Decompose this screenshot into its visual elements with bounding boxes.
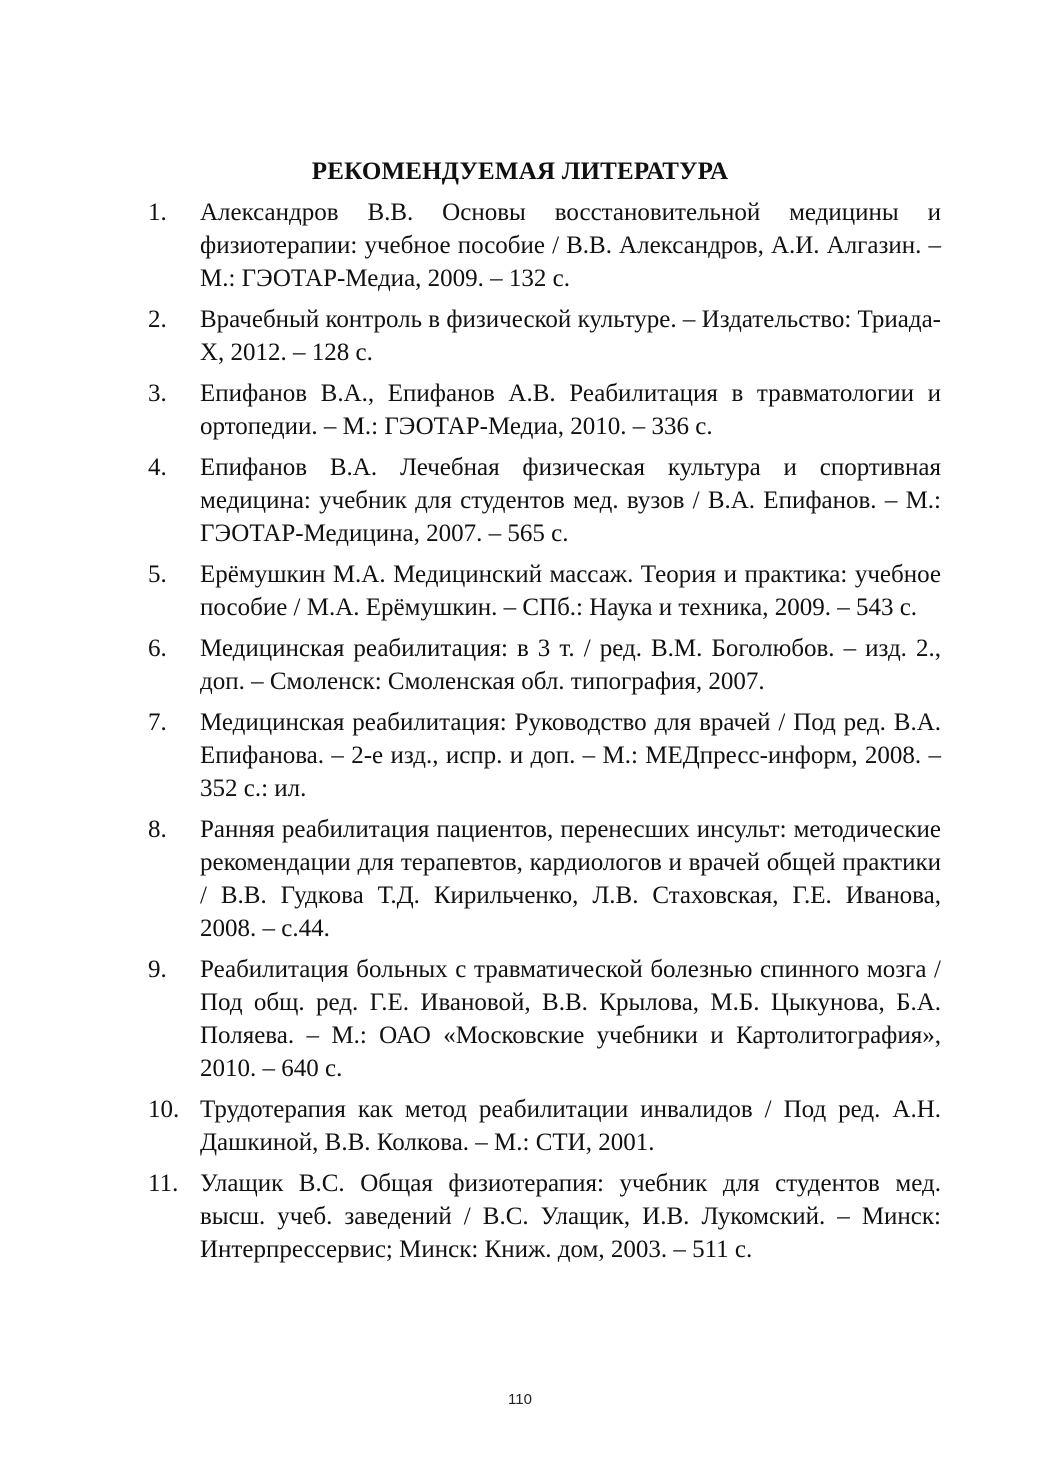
reference-list <box>0 196 1040 1274</box>
reference-number: 8. <box>148 816 167 843</box>
reference-item-4 <box>0 451 1040 550</box>
reference-text: Реабилитация больных с травматической болезнью спинного мозга / Под общ. ред. Г.Е. Ивановой, В.В. Крылова, М.Б. Цыкунова, Б.А. Поляева. – М.: ОАО «Московские учебники и Картолитография», 2010. – 640 с. <box>200 956 941 1082</box>
reference-item-11 <box>0 1167 1040 1266</box>
reference-text: Епифанов В.А., Епифанов А.В. Реабилитация в травматологии и ортопедии. – М.: ГЭОТАР-Медиа, 2010. – 336 с. <box>200 380 941 440</box>
reference-text: Врачебный контроль в физической культуре. – Издательство: Триада-Х, 2012. – 128 с. <box>200 306 941 366</box>
reference-item-7 <box>0 706 1040 805</box>
reference-text: Медицинская реабилитация: Руководство для врачей / Под ред. В.А. Епифанова. – 2-е изд., испр. и доп. – М.: МЕДпресс-информ, 2008. – 352 с.: ил. <box>200 709 941 802</box>
reference-text: Ерёмушкин М.А. Медицинский массаж. Теория и практика: учебное пособие / М.А. Ерёмушкин. – СПб.: Наука и техника, 2009. – 543 с. <box>200 561 941 621</box>
reference-item-8 <box>0 813 1040 945</box>
reference-item-9 <box>0 953 1040 1085</box>
reference-number: 3. <box>148 380 167 407</box>
reference-number: 11. <box>148 1170 179 1197</box>
reference-number: 9. <box>148 956 167 983</box>
reference-text: Трудотерапия как метод реабилитации инвалидов / Под ред. А.Н. Дашкиной, В.В. Колкова. – М.: СТИ, 2001. <box>200 1096 941 1156</box>
reference-text: Александров В.В. Основы восстановительной медицины и физиотерапии: учебное пособие / В.В. Александров, А.И. Алгазин. – М.: ГЭОТАР-Медиа, 2009. – 132 с. <box>200 199 941 292</box>
reference-number: 1. <box>148 199 167 226</box>
reference-number: 2. <box>148 306 167 333</box>
page-title: РЕКОМЕНДУЕМАЯ ЛИТЕРАТУРА <box>311 158 729 185</box>
reference-text: Ранняя реабилитация пациентов, перенесших инсульт: методические рекомендации для терапевтов, кардиологов и врачей общей практики / В.В. Гудкова Т.Д. Кирильченко, Л.В. Стаховская, Г.Е. Иванова, 2008. – с.44. <box>200 816 941 942</box>
reference-number: 6. <box>148 635 167 662</box>
reference-text: Епифанов В.А. Лечебная физическая культура и спортивная медицина: учебник для студентов мед. вузов / В.А. Епифанов. – М.: ГЭОТАР-Медицина, 2007. – 565 с. <box>200 454 941 547</box>
reference-item-5 <box>0 558 1040 624</box>
reference-text: Улащик В.С. Общая физиотерапия: учебник для студентов мед. высш. учеб. заведений / В.С. Улащик, И.В. Лукомский. – Минск: Интерпрессервис; Минск: Книж. дом, 2003. – 511 с. <box>200 1170 941 1263</box>
reference-item-2 <box>0 303 1040 369</box>
reference-item-10 <box>0 1093 1040 1159</box>
reference-number: 5. <box>148 561 167 588</box>
reference-text: Медицинская реабилитация: в 3 т. / ред. В.М. Боголюбов. – изд. 2., доп. – Смоленск: Смоленская обл. типография, 2007. <box>200 635 941 695</box>
reference-number: 7. <box>148 709 167 736</box>
reference-number: 10. <box>148 1096 180 1123</box>
reference-item-1 <box>0 196 1040 295</box>
page-number: 110 <box>508 1391 532 1408</box>
reference-item-3 <box>0 377 1040 443</box>
reference-item-6 <box>0 632 1040 698</box>
reference-number: 4. <box>148 454 167 481</box>
